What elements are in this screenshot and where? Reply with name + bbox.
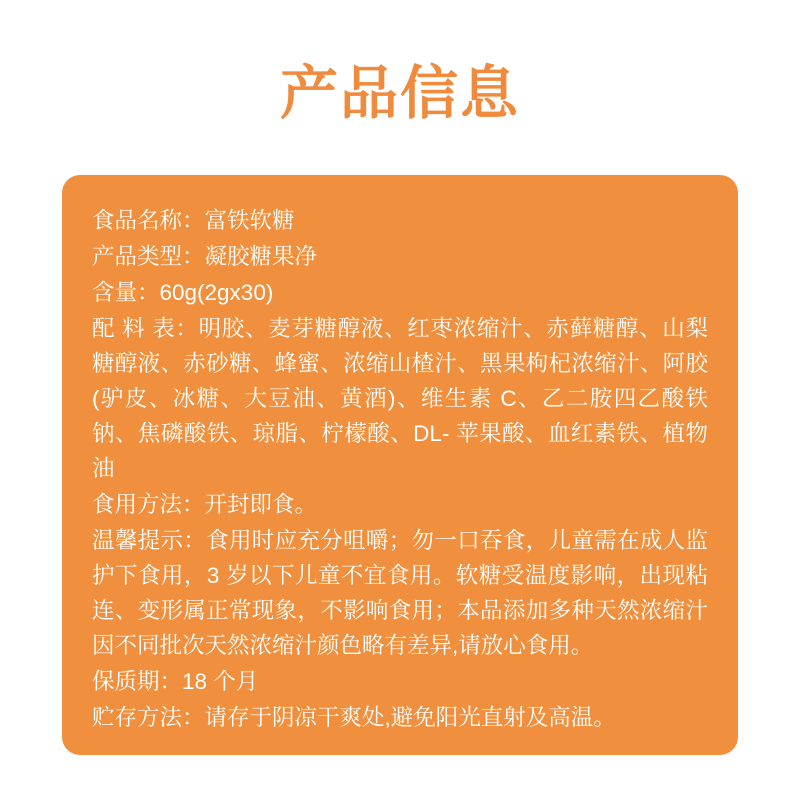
info-row-shelf-life: 保质期：18 个月 (92, 669, 259, 694)
info-row-tips: 温馨提示：食用时应充分咀嚼；勿一口吞食，儿童需在成人监护下食用，3 岁以下儿童不宜食用。软糖受温度影响，出现粘连、变形属正常现象，不影响食用；本品添加多种天然浓缩汁因不同批次天然浓缩汁颜色略有差异,请放心食用。 (92, 528, 708, 658)
info-row-name: 食品名称：富铁软糖 (92, 208, 295, 233)
info-row-storage: 贮存方法：请存于阴凉干爽处,避免阳光直射及高温。 (92, 705, 616, 730)
info-row-type: 产品类型：凝胶糖果净 (92, 244, 318, 269)
info-row-net-content: 含量：60g(2gx30) (92, 280, 274, 305)
info-row-ingredients: 配 料 表：明胶、麦芽糖醇液、红枣浓缩汁、赤藓糖醇、山梨糖醇液、赤砂糖、蜂蜜、浓缩山楂汁、黑果枸杞浓缩汁、阿胶(驴皮、冰糖、大豆油、黄酒)、维生素 C、乙二胺四乙酸铁钠、焦磷酸铁、琼脂、柠檬酸、DL- 苹果酸、血红素铁、植物油 (92, 316, 708, 481)
product-info-card (62, 175, 738, 755)
info-row-usage: 食用方法：开封即食。 (92, 492, 318, 517)
page-title: 产品信息 (279, 61, 520, 126)
product-info-list (92, 203, 708, 735)
